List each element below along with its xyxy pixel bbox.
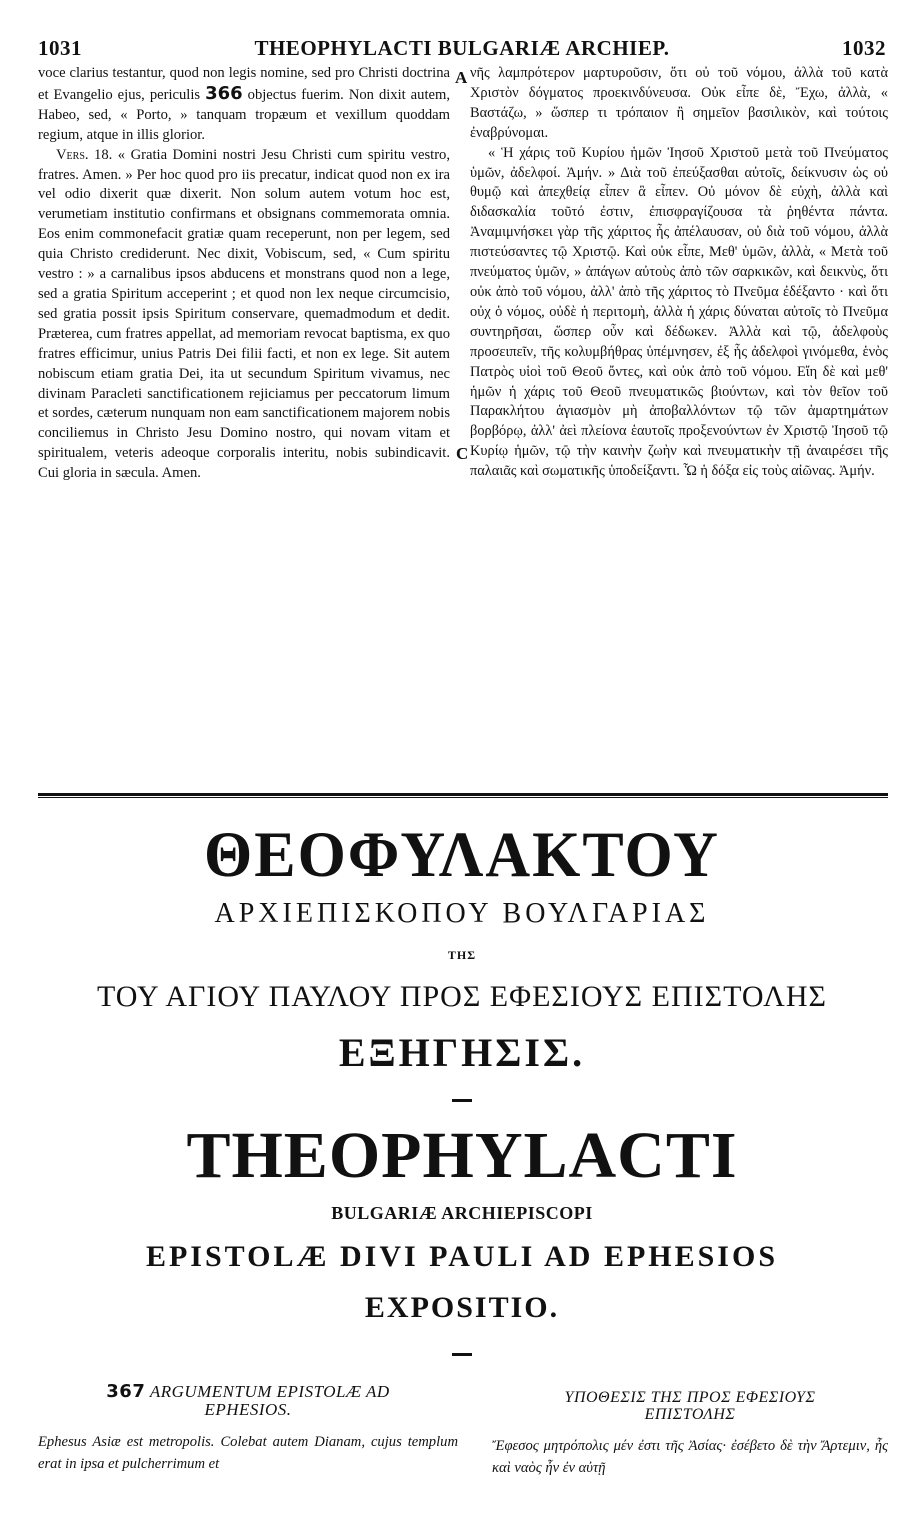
greek-paragraph-2: « Ἡ χάρις τοῦ Κυρίου ἡμῶν Ἰησοῦ Χριστοῦ μετὰ τοῦ Πνεύματος ὑμῶν, ἀδελφοί. Ἀμήν. » Διὰ τοῦ ἐπεύξασθαι αὐτοῖς, δείκνυσιν ὡς οὐ θυμῷ καὶ ἀπεχθείᾳ εἶπεν ἃ εἶπεν. Οὐ μόνον δὲ εὐχὴ, ἀλλὰ καὶ διδασκαλία τοῦτό ἐστιν, ἐπισφραγίζουσα τὰ ῥηθέντα πάντα. Ἀναμιμνήσκει γὰρ τῆς χάριτος ἧς ἀπέλαυσαν, οὐ διὰ τοῦ νόμου, ἀλλὰ πιστεύσαντες τῷ Χριστῷ. Καὶ οὐκ εἶπε, Μεθ' ὑμῶν, ἀλλὰ, « Μετὰ τοῦ πνεύματος ὑμῶν, » ἀπάγων αὐτοὺς ἀπὸ τῶν σαρκικῶν, καὶ δεικνὺς, ὅτι οὐκ ἀπὸ τοῦ νόμου, ἀλλ' ἀπὸ τῆς χάριτος τὸ Πνεῦμα ἐδέξαντο · καὶ ὅτι οὐχ ὁ νόμος, οὐδὲ ἡ περιτομὴ, ἀλλὰ ἡ χάρις δύναται αὐτοῖς τὸ Πνεῦμα συντηρῆσαι, ὥσπερ οὖν καὶ δέδωκεν. Ἀλλὰ καὶ τῷ, ἀδελφοὺς προσειπεῖν, τῆς κολυμβήθρας ὑπέμνησεν, ἐξ ἧς ἀδελφοὶ γινόμεθα, ἑνὸς Πατρὸς υἱοὶ τοῦ Θεοῦ ὄντες, καὶ οὐκ ἀπὸ τοῦ νόμου. Εἴη δὲ καὶ μεθ' ἡμῶν ἡ χάρις τοῦ Θεοῦ πνευματικῶς βιούντων, καὶ τὸν θεῖον τοῦ Παρακλήτου ἁγιασμὸν μὴ ἀποβαλλόντων τῷ τῶν ἁμαρτημάτων βορβόρῳ, ἀλλ' ἀεὶ πλείονα ἑαυτοῖς προξενούντων ἐν Χριστῷ Ἰησοῦ τῷ Κυρίῳ ἡμῶν, τῷ τὴν καινὴν ζωὴν καὶ πνευματικὴν τῇ ἀναιρέσει τῆς παλαιᾶς καὶ σωματικῆς ὑποδείξαντι. Ὧ ἡ δόξα εἰς τοὺς αἰῶνας. Ἀμήν. bbox=[470, 144, 888, 480]
latin-paragraph-1 bbox=[38, 64, 450, 146]
heading-line: ΥΠΟΘΕΣΙΣ ΤΗΣ ΠΡΟΣ ΕΦΕΣΙΟΥΣ bbox=[564, 1389, 816, 1406]
section-marker-a: A bbox=[455, 68, 468, 87]
greek-office-title: ΑΡΧΙΕΠΙΣΚΟΠΟΥ ΒΟΥΛΓΑΡΙΑΣ bbox=[214, 898, 710, 929]
margin-number-367: 367 bbox=[106, 1381, 146, 1402]
heading-line: EPHESIOS. bbox=[204, 1400, 292, 1419]
latin-text: voce clarius testantur, quod non legis nomine, sed pro Christi doctrina et Evangelio ejus, periculis bbox=[38, 65, 450, 103]
latin-argument-heading bbox=[38, 1383, 458, 1419]
latin-text: objectus fuerim. Non dixit autem, Habeo, sed, « Porto, » tanquam tropæum et vexillum quoddam regium, atque in illis glorior. bbox=[38, 86, 450, 143]
latin-argument-body: Ephesus Asiæ est metropolis. Colebat autem Dianam, cujus templum erat in ipsa et pulcherrimum et bbox=[38, 1434, 458, 1472]
latin-argument bbox=[38, 1383, 458, 1475]
greek-author-title: ΘΕΟΦΥΛΑΚΤΟΥ bbox=[204, 819, 720, 891]
running-header bbox=[38, 36, 886, 62]
greek-article: ΤΗΣ bbox=[447, 948, 477, 962]
latin-column bbox=[38, 64, 450, 484]
title-dash bbox=[452, 1353, 472, 1356]
section-divider-thin bbox=[38, 797, 888, 798]
running-title: THEOPHYLACTI BULGARIÆ ARCHIEP. bbox=[254, 36, 670, 60]
verse-label: Vers. 18. bbox=[56, 146, 113, 163]
margin-number-366: 366 bbox=[205, 82, 243, 104]
latin-text: « Gratia Domini nostri Jesu Christi cum spiritu vestro, fratres. Amen. » Per hoc quod pro iis precatur, indicat quod non ex ira vel odio dixerit quæ dixerit. Non solum autem votum hoc est, verumetiam institutio confirmans et obsignans commemorata omnia. Eos enim commonefacit gratiæ quam receperunt, non per legem, sed quia Christo crediderunt. Nec dixit, Vobiscum, sed, « Cum spiritu vestro : » a carnalibus ipsos abducens et monstrans quod non a lege, sed a gratia Spiritum acceperint ; et quod non lex neque circumcisio, sed gratia possit ipsis Spiritum conservare, quemadmodum et dedit. Præterea, cum fratres appellat, ad memoriam revocat baptisma, ex quo fratres efficimur, unius Patris Dei filii facti, et non ex lege. Sit autem nobiscum etiam gratia Dei, ita ut secundum Spiritum vivamus, nec divinam Paracleti sanctificationem rejiciamus per peccatorum limum et sordes, cæterum nunquam non eam sanctificationem majorem nobis conciliemus in Christo Jesu Domino nostro, qui novam vitam et spiritualem, veteris adeoque corporalis interitu, nobis subindicavit. Cui gloria in sæcula. Amen. bbox=[38, 146, 451, 482]
latin-work-title: EXPOSITIO. bbox=[364, 1291, 560, 1324]
greek-column bbox=[470, 64, 888, 482]
greek-paragraph-1: νῆς λαμπρότερον μαρτυροῦσιν, ὅτι οὐ τοῦ νόμου, ἀλλὰ τοῦ κατὰ Χριστὸν δόγματος προεκινδύνευσα. Οὐκ εἶπε δὲ, Ἔχω, ἀλλὰ, « Βαστάζω, » ὥσπερ τι τρόπαιον ἢ σημεῖον βασιλικὸν, καὶ τούτοις ἐναβρύνομαι. bbox=[470, 65, 888, 141]
page-number-right: 1032 bbox=[842, 36, 886, 60]
heading-line: ΕΠΙΣΤΟΛΗΣ bbox=[644, 1406, 736, 1423]
greek-work-title: ΕΞΗΓΗΣΙΣ. bbox=[338, 1030, 586, 1075]
page-number-left: 1031 bbox=[38, 36, 82, 60]
section-marker-c: C bbox=[456, 444, 469, 463]
greek-subject-title: ΤΟΥ ΑΓΙΟΥ ΠΑΥΛΟΥ ΠΡΟΣ ΕΦΕΣΙΟΥΣ ΕΠΙΣΤΟΛΗΣ bbox=[97, 980, 827, 1013]
greek-argument bbox=[492, 1389, 888, 1479]
greek-argument-body: Ἔφεσος μητρόπολις μέν ἐστι τῆς Ἀσίας· ἐσέβετο δὲ τὴν Ἄρτεμιν, ἧς καὶ ναὸς ἦν ἐν αὐτῇ bbox=[492, 1438, 888, 1476]
latin-subject-title: EPISTOLÆ DIVI PAULI AD EPHESIOS bbox=[145, 1240, 779, 1273]
title-dash bbox=[452, 1099, 472, 1102]
greek-argument-heading bbox=[492, 1389, 888, 1423]
latin-author-title: THEOPHYLACTI bbox=[186, 1119, 738, 1192]
heading-line: ARGUMENTUM EPISTOLÆ AD bbox=[149, 1382, 390, 1401]
latin-office-title: BULGARIÆ ARCHIEPISCOPI bbox=[331, 1203, 593, 1223]
latin-paragraph-2 bbox=[38, 146, 450, 484]
section-divider-thick bbox=[38, 793, 888, 796]
